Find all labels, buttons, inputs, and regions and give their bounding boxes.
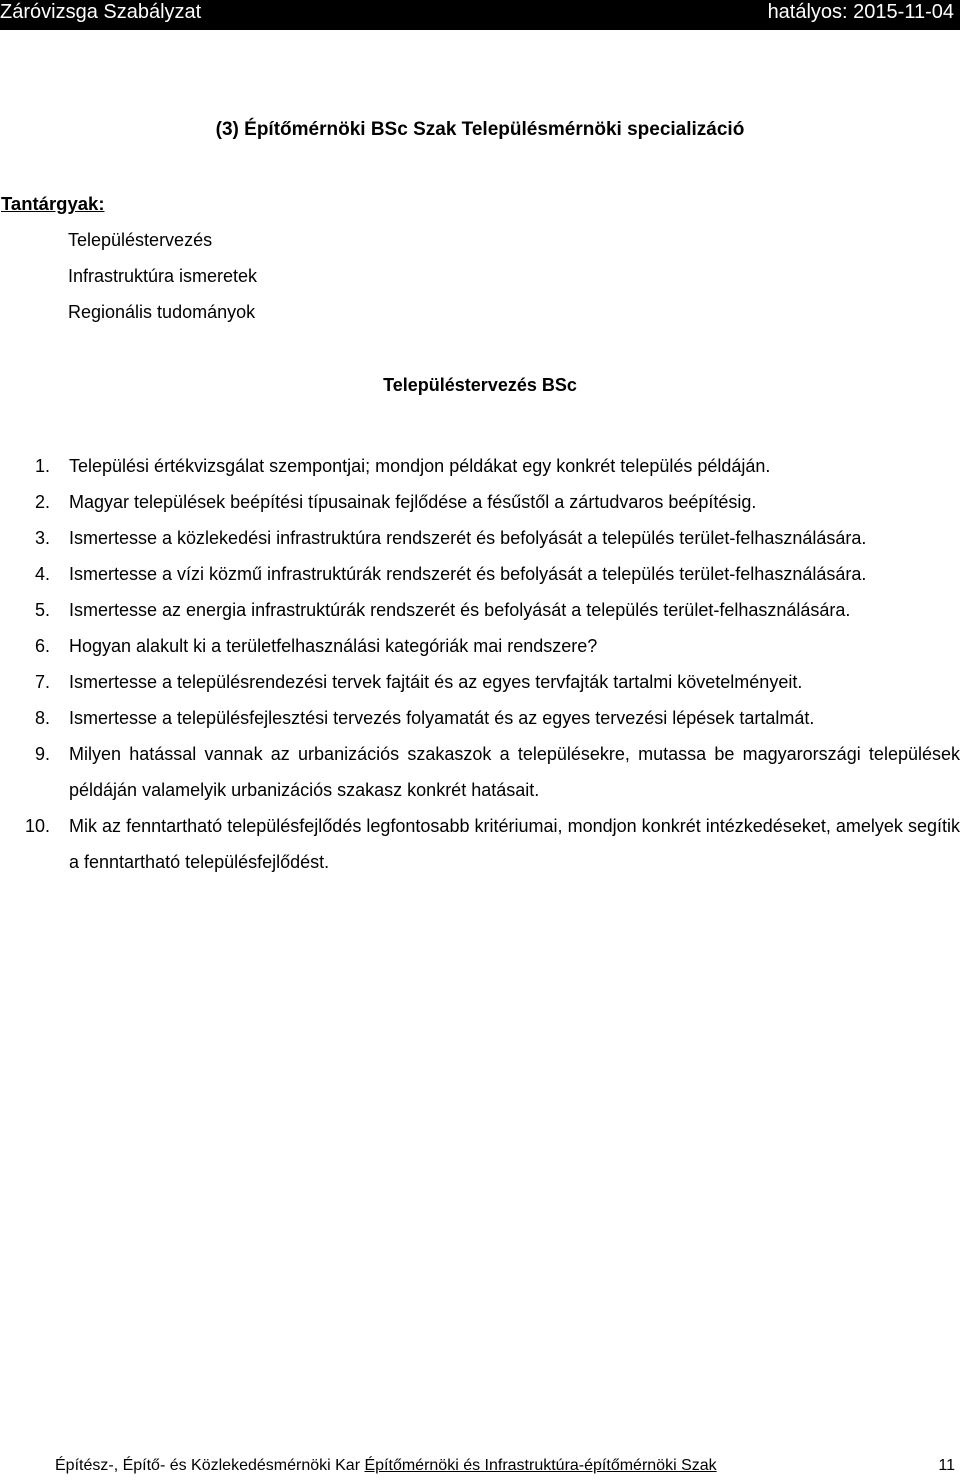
page-header [0, 0, 960, 30]
question-number: 10. [24, 816, 50, 836]
question-number: 5. [34, 600, 50, 620]
page-footer [55, 1457, 955, 1475]
question-item [0, 736, 960, 808]
question-number: 2. [34, 492, 50, 512]
footer-department: Építőmérnöki és Infrastruktúra-építőmérnöki Szak [364, 1457, 717, 1474]
page-title: (3) Építőmérnöki BSc Szak Településmérnöki specializáció [215, 119, 745, 140]
subject-item: Infrastruktúra ismeretek [68, 266, 258, 286]
question-item [0, 592, 960, 628]
question-text: Hogyan alakult ki a területfelhasználási kategóriák mai rendszere? [69, 636, 598, 656]
question-text: Ismertesse a közlekedési infrastruktúra rendszerét és befolyását a település terület-felhasználására. [69, 528, 867, 548]
question-text: Ismertesse a vízi közmű infrastruktúrák rendszerét és befolyását a település terület-felhasználására. [69, 564, 867, 584]
question-item [0, 808, 960, 880]
question-item [0, 448, 960, 484]
section-subtitle: Településtervezés BSc [383, 375, 577, 395]
question-item [0, 484, 960, 520]
question-text: Magyar települések beépítési típusainak fejlődése a fésűstől a zártudvaros beépítésig. [69, 492, 757, 512]
question-text: Milyen hatással vannak az urbanizációs szakaszok a településekre, mutassa be magyarországi települések példáján valamelyik urbanizációs szakasz konkrét hatásait. [69, 744, 960, 800]
question-list [0, 448, 960, 880]
question-number: 1. [34, 456, 50, 476]
question-item [0, 664, 960, 700]
subjects-list [68, 230, 257, 338]
question-item [0, 628, 960, 664]
question-text: Mik az fenntartható településfejlődés legfontosabb kritériumai, mondjon konkrét intézkedéseket, amelyek segítik a fenntartható településfejlődést. [69, 816, 960, 872]
question-number: 9. [34, 744, 50, 764]
question-number: 4. [34, 564, 50, 584]
question-number: 6. [34, 636, 50, 656]
subject-item: Településtervezés [68, 230, 213, 250]
subjects-label: Tantárgyak: [1, 193, 105, 214]
question-text: Települési értékvizsgálat szempontjai; mondjon példákat egy konkrét település példáján. [69, 456, 771, 476]
question-text: Ismertesse a településrendezési tervek fajtáit és az egyes tervfajták tartalmi követelményeit. [69, 672, 803, 692]
question-item [0, 700, 960, 736]
question-item [0, 556, 960, 592]
header-document-title: Záróvizsga Szabályzat [0, 1, 202, 23]
footer-faculty: Építész-, Építő- és Közlekedésmérnöki Kar [55, 1457, 361, 1474]
question-number: 7. [34, 672, 50, 692]
subject-item: Regionális tudományok [68, 302, 256, 322]
question-item [0, 520, 960, 556]
page-number: 11 [938, 1457, 955, 1474]
question-number: 8. [34, 708, 50, 728]
header-effective-date: hatályos: 2015-11-04 [767, 1, 954, 23]
question-text: Ismertesse az energia infrastruktúrák rendszerét és befolyását a település terület-felhasználására. [69, 600, 851, 620]
question-number: 3. [34, 528, 50, 548]
question-text: Ismertesse a településfejlesztési tervezés folyamatát és az egyes tervezési lépések tartalmát. [69, 708, 815, 728]
